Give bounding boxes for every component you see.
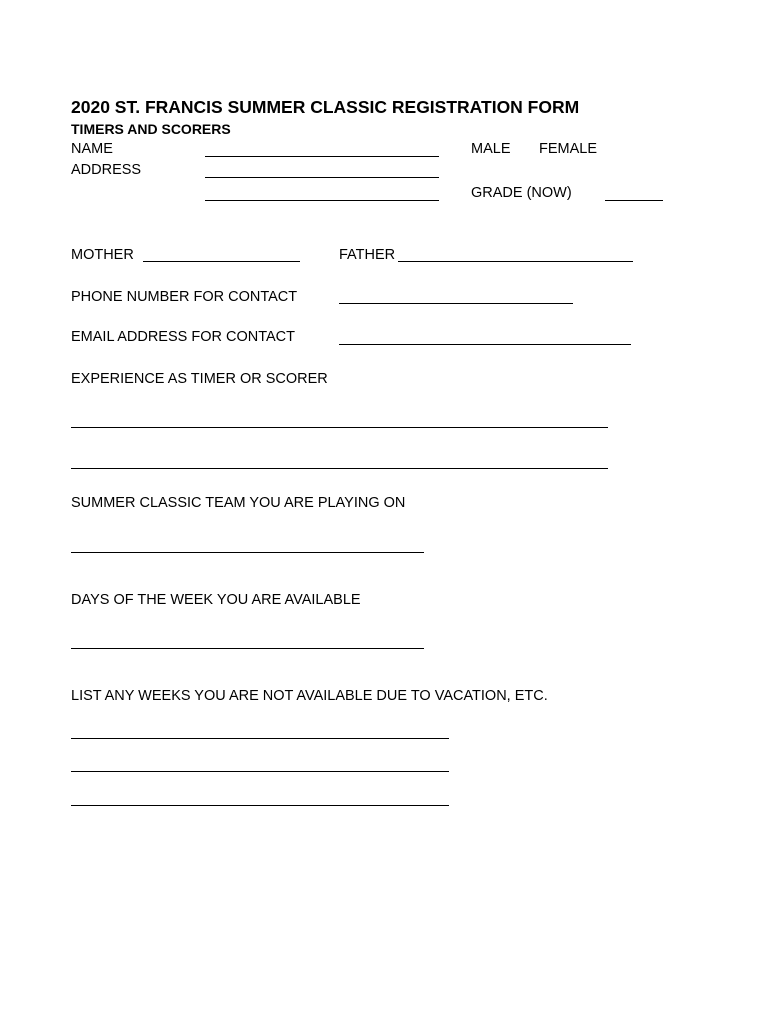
weeks-label: LIST ANY WEEKS YOU ARE NOT AVAILABLE DUE TO VACATION, ETC. [71,688,548,704]
male-option[interactable]: MALE [471,141,511,157]
days-field[interactable] [71,648,424,649]
days-label: DAYS OF THE WEEK YOU ARE AVAILABLE [71,592,361,608]
mother-field[interactable] [143,261,300,262]
father-field[interactable] [398,261,633,262]
form-subtitle: TIMERS AND SCORERS [71,121,231,137]
email-field[interactable] [339,344,631,345]
name-label: NAME [71,141,113,157]
phone-label: PHONE NUMBER FOR CONTACT [71,289,298,305]
team-field[interactable] [71,552,424,553]
mother-label: MOTHER [71,247,134,263]
female-option[interactable]: FEMALE [539,141,598,157]
address-field-line-1[interactable] [205,177,439,178]
experience-label: EXPERIENCE AS TIMER OR SCORER [71,371,328,387]
name-field[interactable] [205,156,439,157]
form-title: 2020 ST. FRANCIS SUMMER CLASSIC REGISTRATION FORM [71,97,580,117]
address-field-line-2[interactable] [205,200,439,201]
experience-field-line-1[interactable] [71,427,608,428]
father-label: FATHER [339,247,396,263]
grade-label: GRADE (NOW) [471,185,572,201]
email-label: EMAIL ADDRESS FOR CONTACT [71,329,295,345]
experience-field-line-2[interactable] [71,468,608,469]
address-label: ADDRESS [71,162,142,178]
grade-field[interactable] [605,200,663,201]
weeks-field-line-3[interactable] [71,805,449,806]
phone-field[interactable] [339,303,573,304]
weeks-field-line-2[interactable] [71,771,449,772]
weeks-field-line-1[interactable] [71,738,449,739]
team-label: SUMMER CLASSIC TEAM YOU ARE PLAYING ON [71,495,406,511]
